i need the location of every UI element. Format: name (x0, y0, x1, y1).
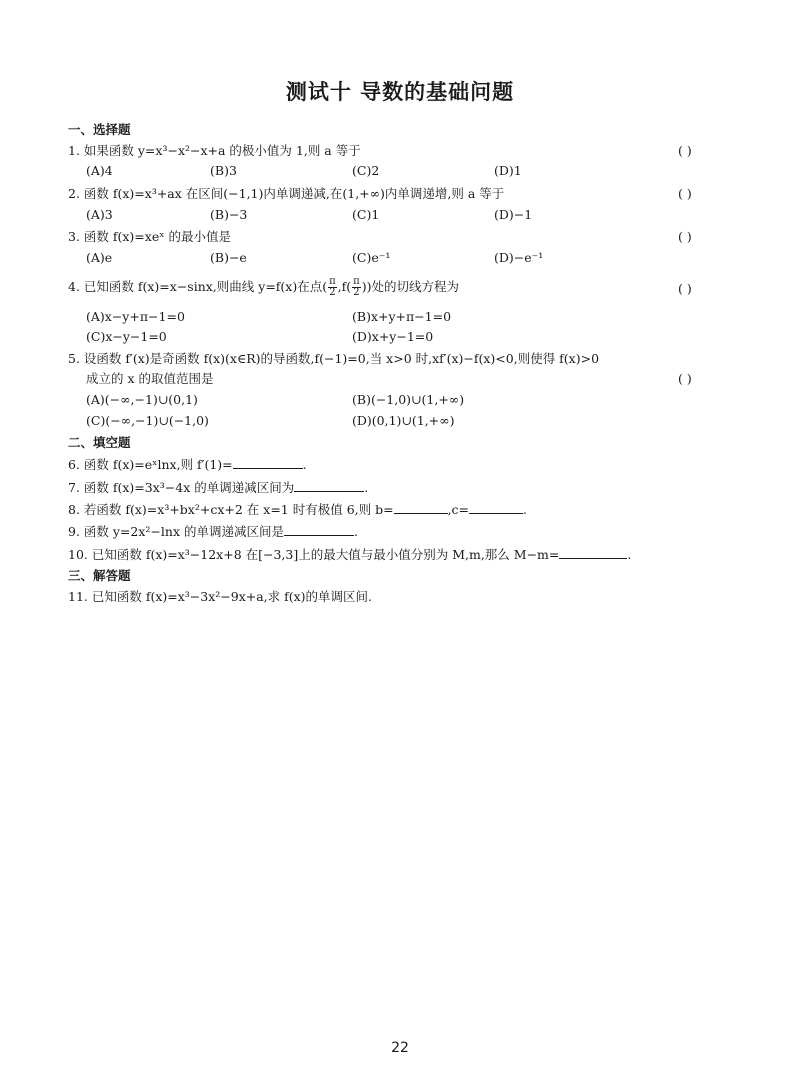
section-heading-fill: 二、填空题 (68, 435, 131, 450)
answer-blank (559, 546, 627, 559)
question-1-text: 1. 如果函数 y=x³−x²−x+a 的极小值为 1,则 a 等于 (68, 143, 361, 158)
question-10: 10. 已知函数 f(x)=x³−12x+8 在[−3,3]上的最大值与最小值分别为 M,m,那么 M−m= . (68, 547, 632, 562)
question-11-text: 11. 已知函数 f(x)=x³−3x²−9x+a,求 f(x)的单调区间. (68, 589, 373, 604)
page-number: 22 (391, 1040, 409, 1056)
answer-blank (469, 501, 523, 514)
question-3-text: 3. 函数 f(x)=xeˣ 的最小值是 (68, 229, 231, 244)
question-9: 9. 函数 y=2x²−lnx 的单调递减区间是 . (68, 524, 358, 539)
section-heading-choice: 一、选择题 (68, 122, 131, 137)
question-2-text: 2. 函数 f(x)=x³+ax 在区间(−1,1)内单调递减,在(1,+∞)内单调递增,则 a 等于 (68, 186, 505, 201)
question-5-option-d: (D)(0,1)∪(1,+∞) (352, 413, 455, 428)
question-3-option-b: (B)−e (210, 250, 247, 265)
question-1-option-b: (B)3 (210, 163, 237, 178)
question-4-text-pre: 4. 已知函数 f(x)=x−sinx,则曲线 y=f(x)在点( (68, 279, 328, 294)
question-3-option-a: (A)e (86, 250, 113, 265)
question-2-answer-paren: ( ) (678, 186, 692, 201)
question-4-text-mid: ,f( (337, 279, 352, 294)
fraction-pi-over-2: $\frac{\pi}{2}$ (329, 276, 336, 298)
section-heading-answer: 三、解答题 (68, 568, 131, 583)
question-4-option-a: (A)x−y+π−1=0 (86, 309, 185, 324)
question-4-option-d: (D)x+y−1=0 (352, 329, 434, 344)
question-1-option-c: (C)2 (352, 163, 380, 178)
question-2-option-a: (A)3 (86, 207, 113, 222)
question-5-option-b: (B)(−1,0)∪(1,+∞) (352, 392, 465, 407)
page-title: 测试十 导数的基础问题 (285, 80, 515, 104)
question-4-option-b: (B)x+y+π−1=0 (352, 309, 452, 324)
question-3-option-d: (D)−e⁻¹ (494, 250, 544, 265)
question-3-answer-paren: ( ) (678, 229, 692, 244)
question-4-text (68, 276, 459, 298)
question-5-text-line-1: 5. 设函数 f′(x)是奇函数 f(x)(x∈R)的导函数,f(−1)=0,当 x>0 时,xf′(x)−f(x)<0,则使得 f(x)>0 (68, 351, 600, 366)
question-5-option-a: (A)(−∞,−1)∪(0,1) (86, 392, 198, 407)
answer-blank (284, 523, 354, 536)
question-8: 8. 若函数 f(x)=x³+bx²+cx+2 在 x=1 时有极值 6,则 b= ,c= . (68, 502, 528, 517)
question-5-option-c: (C)(−∞,−1)∪(−1,0) (86, 413, 209, 428)
question-1-option-d: (D)1 (494, 163, 522, 178)
question-3-option-c: (C)e⁻¹ (352, 250, 391, 265)
question-1-answer-paren: ( ) (678, 143, 692, 158)
answer-blank (294, 479, 364, 492)
question-7: 7. 函数 f(x)=3x³−4x 的单调递减区间为 . (68, 480, 369, 495)
question-1-option-a: (A)4 (86, 163, 113, 178)
question-6: 6. 函数 f(x)=eˣlnx,则 f′(1)= . (68, 457, 307, 472)
fraction-pi-over-2: $\frac{\pi}{2}$ (353, 276, 360, 298)
question-2-option-b: (B)−3 (210, 207, 248, 222)
question-5-text-line-2: 成立的 x 的取值范围是 (86, 371, 214, 386)
question-4-answer-paren: ( ) (678, 281, 692, 296)
question-4-text-post: ))处的切线方程为 (361, 279, 460, 294)
question-5-answer-paren: ( ) (678, 371, 692, 386)
question-2-option-d: (D)−1 (494, 207, 533, 222)
question-4-option-c: (C)x−y−1=0 (86, 329, 167, 344)
answer-blank (233, 456, 303, 469)
answer-blank (394, 501, 448, 514)
question-2-option-c: (C)1 (352, 207, 380, 222)
